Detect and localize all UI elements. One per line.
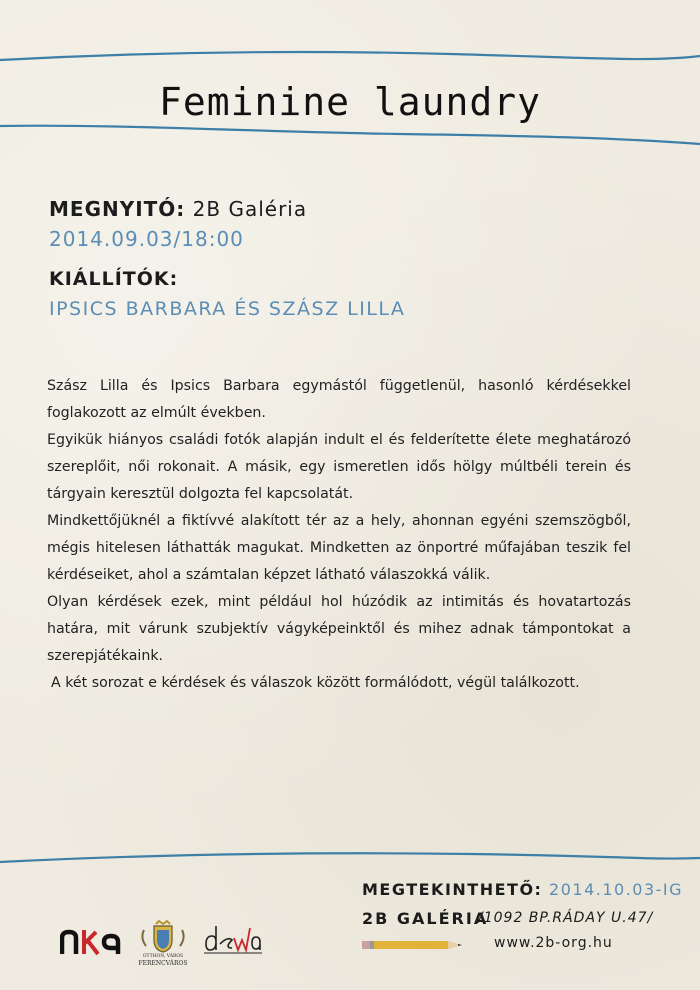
description-paragraph: Olyan kérdések ezek, mint például hol húzódik az intimitás és hovatartozás határa, mit várunk szubjektív vágyképeinktől és mihez adnak támpontokat a szerepjátékaink. (47, 594, 631, 664)
artists-label: KIÁLLÍTÓK: (49, 268, 179, 290)
exhibition-description (47, 373, 631, 697)
ferencvaros-slogan: OTTHON, VÁROS (142, 954, 184, 959)
nka-logo (60, 928, 124, 960)
pencil-icon (362, 937, 466, 956)
opening-venue: 2B Galéria (185, 197, 308, 221)
description-paragraph: Egyikük hiányos családi fotók alapján indult el és felderítette élete meghatározó szereplőit, női rokonait. A másik, egy ismeretlen idős hölgy múltbéli terein és tárgyain keresztül dolgozta fel kapcsolatát. (47, 432, 631, 502)
artists-names: IPSICS BARBARA ÉS SZÁSZ LILLA (49, 298, 406, 320)
viewable-label: MEGTEKINTHETŐ: (362, 880, 543, 899)
viewable-until-date: 2014.10.03-IG (542, 880, 684, 899)
opening-datetime: 2014.09.03/18:00 (49, 227, 244, 251)
gallery-name: 2B GALÉRIA (362, 909, 489, 928)
description-paragraph: Szász Lilla és Ipsics Barbara egymástól függetlenül, hasonló kérdésekkel foglakozott az elmúlt években. (47, 378, 631, 421)
ferencvaros-name: FERENCVÁROS (138, 960, 188, 967)
description-paragraph: Mindkettőjüknél a fiktívvé alakított tér az a hely, ahonnan egyéni szemszögből, mégis hitelesen láthatták magukat. Mindketten az önportré műfajában teszik fel kérdéseiket, ahol a számtalan képzet látható válaszokká válik. (47, 513, 631, 583)
gallery-address: /1092 BP.RÁDAY U.47/ (478, 910, 654, 926)
gallery-website: www.2b-org.hu (494, 935, 613, 951)
description-paragraph: A két sorozat e kérdések és válaszok között formálódott, végül találkozott. (51, 675, 580, 691)
viewable-until-line (362, 880, 683, 899)
opening-label: MEGNYITÓ: (49, 197, 186, 221)
bottom-wavy-rule (0, 840, 700, 880)
ferencvaros-coat-of-arms-logo (136, 920, 190, 970)
dewa-logo (202, 922, 264, 960)
exhibition-title: Feminine laundry (158, 80, 542, 124)
opening-line (49, 197, 307, 221)
